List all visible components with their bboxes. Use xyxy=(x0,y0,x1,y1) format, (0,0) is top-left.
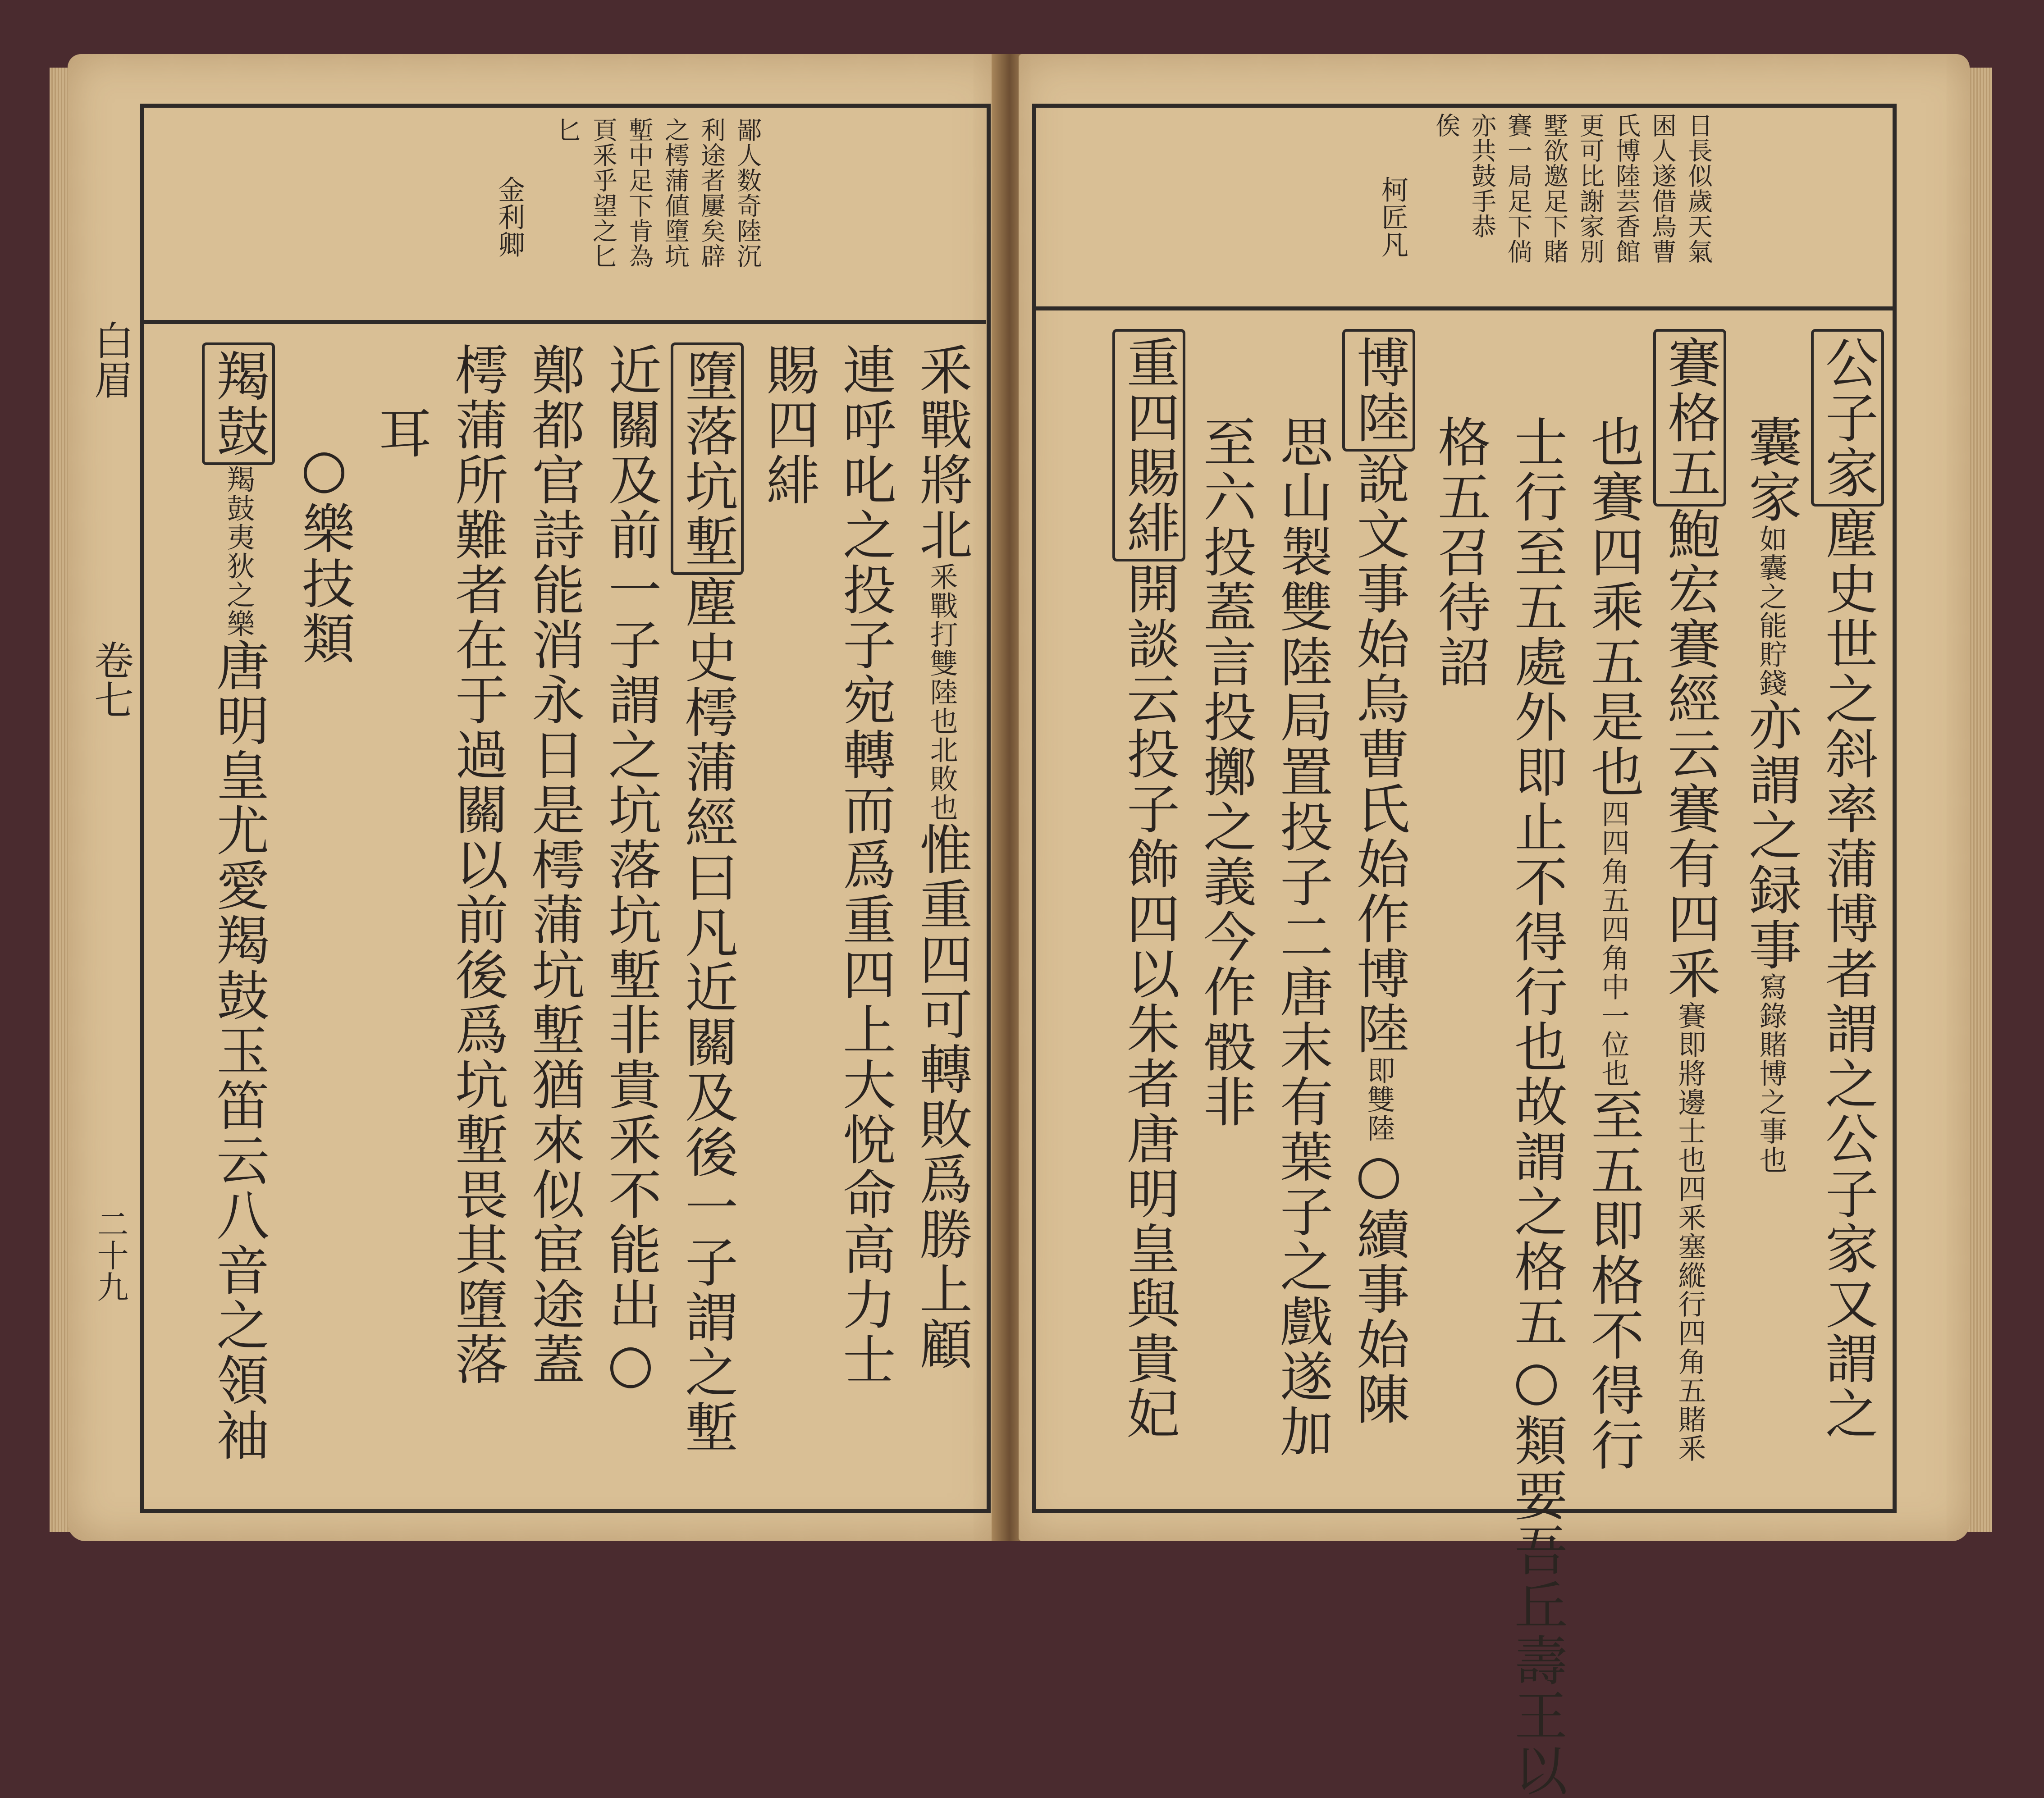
text-column: 囊家如囊之能貯錢亦謂之録事寫錄賭博之事也 xyxy=(1740,415,1802,1174)
text-column: 博陸說文事始烏曹氏始作博陸即雙陸○續事始陳 xyxy=(1352,329,1405,1427)
entry-heading: 羯鼓 xyxy=(202,342,275,465)
text-column: 思山製雙陸局置投子二唐末有葉子之戲遂加 xyxy=(1271,415,1333,1459)
upper-note-line: 困人遂借烏曹 xyxy=(1648,113,1677,264)
upper-note-signature: 柯匠凡 xyxy=(1377,176,1408,258)
left-page xyxy=(68,54,996,1541)
text-column: 鄭都官詩能消永日是樗蒲坑塹猶來似宦途蓋 xyxy=(523,342,585,1387)
text-column: 賽格五鮑宏賽經云賽有四釆賽即將邊士也四釆塞縱行四角五賭釆 xyxy=(1663,329,1716,1463)
left-header-rule xyxy=(140,320,986,324)
upper-note-line: 塹中足下肯為 xyxy=(625,117,654,269)
text-column: 也賽四乘五是也四四角五四角中一位也至五即格不得行 xyxy=(1582,415,1644,1473)
section-title: ○樂技類 xyxy=(293,437,355,666)
text-column: 近關及前一子謂之坑落坑塹非貴釆不能出○ xyxy=(599,342,662,1396)
text-column: 重四賜緋開談云投子飾四以朱者唐明皇與貴妃 xyxy=(1122,329,1175,1441)
volume-label: 卷七 xyxy=(88,640,134,719)
text-column: 耳 xyxy=(370,406,432,461)
book-title: 白眉 xyxy=(88,320,134,399)
entry-heading: 重四賜緋 xyxy=(1112,329,1185,561)
upper-note-line: 匕 xyxy=(553,117,581,142)
upper-note-signature: 金利卿 xyxy=(494,176,525,258)
text-column: 至六投蓋言投擲之義今作骰非 xyxy=(1194,415,1257,1129)
text-column: 公子家塵史世之斜率蒲博者謂之公子家又謂之 xyxy=(1821,329,1874,1441)
right-header-rule xyxy=(1032,306,1897,310)
entry-heading: 賽格五 xyxy=(1653,329,1726,507)
upper-note-line: 更可比謝家別 xyxy=(1576,113,1605,264)
upper-note-line: 亦共鼓手恭 xyxy=(1468,113,1496,239)
upper-note-line: 墅欲邀足下賭 xyxy=(1540,113,1568,264)
text-column: 士行至五處外即止不得行也故謂之格五○類要吾丘壽王以 xyxy=(1505,415,1568,1798)
entry-heading: 墮落坑塹 xyxy=(671,342,744,575)
text-column: 墮落坑塹塵史樗蒲經曰凡近關及後一子謂之塹 xyxy=(681,342,734,1455)
text-column: 連呼叱之投子宛轉而爲重四上大悅命高力士 xyxy=(834,342,896,1387)
upper-note-line: 氏博陸芸香館 xyxy=(1612,113,1641,264)
upper-note-line: 俟 xyxy=(1431,113,1460,138)
upper-note-line: 賽一局足下倘 xyxy=(1504,113,1532,264)
entry-heading: 博陸 xyxy=(1342,329,1415,452)
upper-note-line: 利途者屢矣辟 xyxy=(697,117,726,269)
text-column: 樗蒲所難者在于過關以前後爲坑塹畏其墮落 xyxy=(446,342,508,1387)
folio-number: 二十九 xyxy=(92,1208,129,1302)
text-column: 格五召待詔 xyxy=(1429,415,1491,689)
entry-heading: 公子家 xyxy=(1811,329,1884,507)
upper-note-line: 頁釆乎望之匕 xyxy=(589,117,617,269)
upper-note-line: 日長似歲天氣 xyxy=(1684,113,1713,264)
open-book xyxy=(68,54,1979,1798)
text-column: 羯鼓羯鼓夷狄之樂唐明皇尤愛羯鼓玉笛云八音之領袖 xyxy=(212,342,265,1463)
upper-note-line: 之樗蒲値墮坑 xyxy=(661,117,690,269)
text-column: 釆戰將北釆戰打雙陸也北敗也惟重四可轉敗爲勝上顧 xyxy=(910,342,973,1372)
upper-note-line: 鄙人数奇陸沉 xyxy=(733,117,762,269)
text-column: 賜四緋 xyxy=(757,342,819,507)
right-page xyxy=(1019,54,1970,1798)
